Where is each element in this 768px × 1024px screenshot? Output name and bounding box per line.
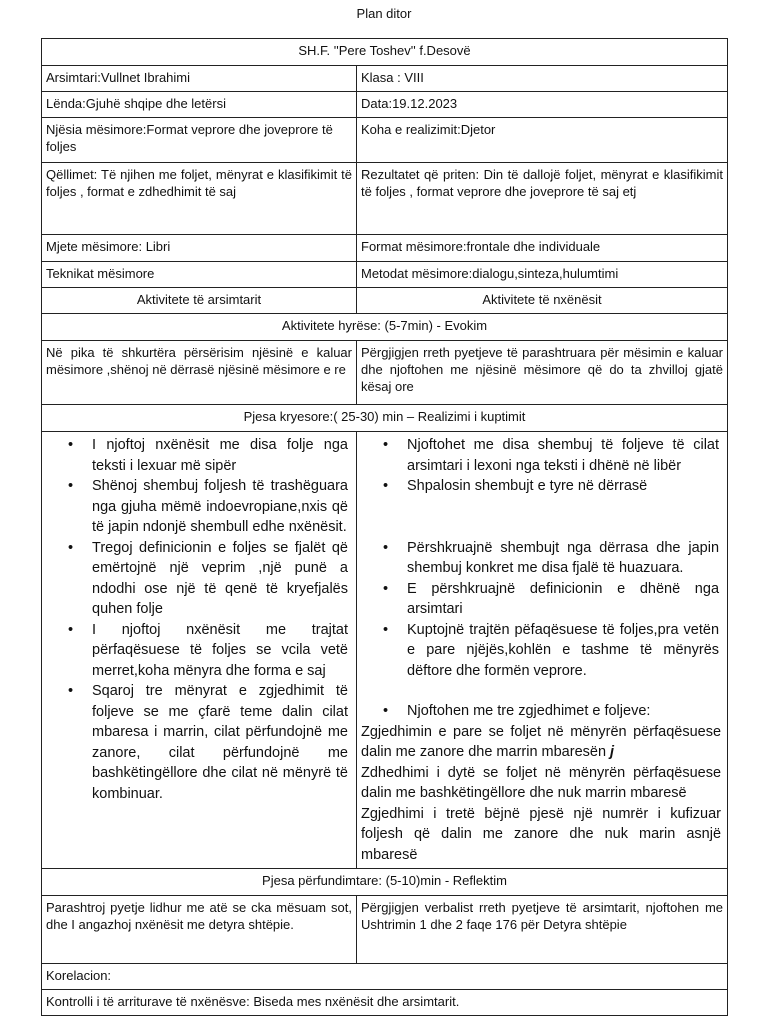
list-item: • Sqaroj tre mënyrat e zgjedhimit të foljeve se me çfarë teme dalin cilat mbaresa i marrin, cilat përfundojnë me zanore, cilat përfundojnë me bashkëtingëllore dhe cilat në mënyrë të kombinuar. — [46, 681, 348, 804]
goals: Qëllimet: Të njihen me foljet, mënyrat e klasifikimit të foljes , format e zdhedhimit të saj — [42, 163, 357, 235]
final-section-header: Pjesa përfundimtare: (5-10)min - Reflektim — [42, 869, 728, 896]
date: Data:19.12.2023 — [357, 92, 728, 118]
intro-section-header: Aktivitete hyrëse: (5-7min) - Evokim — [42, 314, 728, 341]
teaching-unit: Njësia mësimore:Format veprore dhe joveprore të foljes — [42, 118, 357, 163]
lesson-plan-table — [41, 38, 728, 1016]
first-conjugation: Zgjedhimin e pare se foljet në mënyrën përfaqësuese dalin me zanore dhe marrin mbaresën j — [361, 723, 722, 760]
teaching-techniques: Teknikat mësimore — [42, 262, 357, 288]
teaching-forms: Format mësimore:frontale dhe individuale — [357, 235, 728, 262]
teacher-name: Arsimtari:Vullnet Ibrahimi — [42, 66, 357, 92]
third-conjugation: Zgjedhimi i tretë bëjnë pjesë një numrër i kufizuar foljesh që dalin me zanore dhe nuk marin asnjë mbaresë — [361, 805, 722, 863]
list-item: • Njoftohet me disa shembuj të foljeve të cilat arsimtari i lexoni nga teksti i dhënë në libër — [361, 435, 719, 476]
correlation: Korelacion: — [42, 964, 728, 990]
achievement-control: Kontrolli i të arriturave të nxënësve: Biseda mes nxënësit dhe arsimtarit. — [42, 990, 728, 1016]
final-teacher-activity: Parashtroj pyetje lidhur me atë se cka mësuam sot, dhe I angazhoj nxënësit me detyra shtëpie. — [42, 896, 357, 964]
list-item: • Shënoj shembuj foljesh të trashëguara nga gjuha mëmë indoevropiane,nxis që të japin ndonjë shembull edhe nxënësit. — [46, 476, 348, 538]
expected-outcomes: Rezultatet që priten: Din të dallojë foljet, mënyrat e klasifikimit të foljes , format veprore dhe joveprore të saj etj — [357, 163, 728, 235]
list-item: • Kuptojnë trajtën pëfaqësuese të foljes,pra vetën e pare njëjës,kohlën e tashme të mënyrës dëftore dhe formën veprore. — [361, 620, 719, 682]
school-name: SH.F. ''Pere Toshev'' f.Desovë — [42, 39, 728, 66]
second-conjugation: Zdhedhimi i dytë se foljet në mënyrën përfaqësuese dalin me bashkëtingëllore dhe nuk marrin mbaresë — [361, 764, 722, 801]
student-activities-header: Aktivitete të nxënësit — [357, 288, 728, 314]
list-item: • E përshkruajnë definicionin e dhënë nga arsimtari — [361, 579, 719, 620]
page-title: Plan ditor — [356, 6, 412, 21]
list-item: • Shpalosin shembujt e tyre në dërrasë — [361, 476, 719, 497]
main-student-activities — [357, 432, 728, 869]
realization-time: Koha e realizimit:Djetor — [357, 118, 728, 163]
list-item: • I njoftoj nxënësit me trajtat përfaqësuese të foljes se vcila vetë merret,koha mënyra dhe forma e saj — [46, 620, 348, 682]
intro-teacher-activity: Në pika të shkurtëra përsërisim njësinë e kaluar mësimore ,shënoj në dërrasë njësinë mësimore e re — [42, 341, 357, 405]
main-section-header: Pjesa kryesore:( 25-30) min – Realizimi i kuptimit — [42, 405, 728, 432]
list-item: • Përshkruajnë shembujt nga dërrasa dhe japin shembuj konkret me disa fjalë të huazuara. — [361, 538, 719, 579]
list-item: • I njoftoj nxënësit me disa folje nga teksti i lexuar më sipër — [46, 435, 348, 476]
class-level: Klasa : VIII — [357, 66, 728, 92]
list-item: • Njoftohen me tre zgjedhimet e foljeve: — [361, 701, 719, 722]
teacher-activities-header: Aktivitete të arsimtarit — [42, 288, 357, 314]
intro-student-activity: Përgjigjen rreth pyetjeve të parashtruara për mësimin e kaluar dhe njoftohen me njësinë mësimore që do ta zhvilloj gjatë kësaj ore — [357, 341, 728, 405]
subject: Lënda:Gjuhë shqipe dhe letërsi — [42, 92, 357, 118]
main-teacher-activities — [42, 432, 357, 869]
list-item: • Tregoj definicionin e foljes se fjalët që emërtojnë një veprim ,një punë a ndodhi ose një të qenë të kryefjalës quhen folje — [46, 538, 348, 620]
final-student-activity: Përgjigjen verbalist rreth pyetjeve të arsimtarit, njoftohen me Ushtrimin 1 dhe 2 faqe 176 për Detyra shtëpie — [357, 896, 728, 964]
teaching-methods: Metodat mësimore:dialogu,sinteza,hulumtimi — [357, 262, 728, 288]
teaching-tools: Mjete mësimore: Libri — [42, 235, 357, 262]
